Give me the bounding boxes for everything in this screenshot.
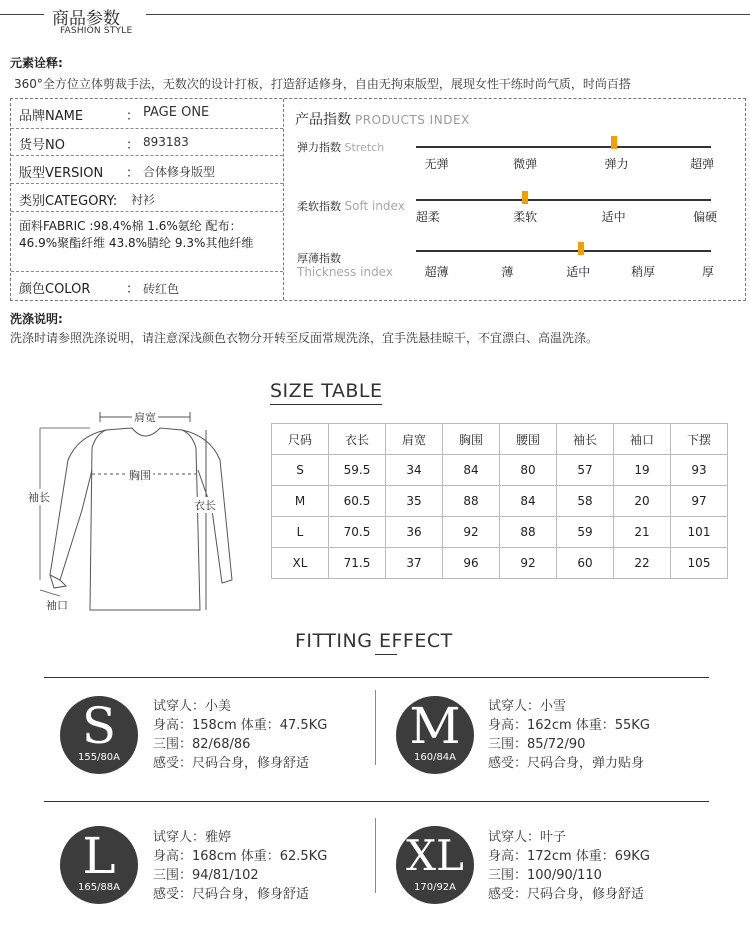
attr-row-category — [11, 184, 283, 212]
thickness-label-en: Thickness index — [297, 265, 393, 279]
attr-value: 衬衫 — [131, 193, 156, 207]
model-measure: 三围：100/90/110 — [488, 868, 602, 883]
model-feel: 感受：尺码合身，修身舒适 — [153, 756, 310, 771]
attr-row-version — [11, 156, 283, 184]
soft-label — [297, 198, 405, 214]
size-table-row — [272, 548, 728, 579]
index-title-en: PRODUCTS INDEX — [355, 113, 470, 127]
diagram-length-label: 衣长 — [194, 499, 216, 512]
soft-level-0: 超柔 — [415, 210, 440, 224]
size-badge-spec: 170/92A — [413, 882, 457, 893]
stretch-level-2: 弹力 — [604, 157, 629, 171]
fitting-title: FITTING EFFECT — [295, 630, 453, 652]
washing-text: 洗涤时请参照洗涤说明，请注意深浅颜色衣物分开转至反面常规洗涤，宜手洗悬挂晾干，不宜漂白、高温洗涤。 — [10, 331, 599, 345]
fitting-rule-top — [44, 677, 709, 678]
thickness-label-cn: 厚薄指数 — [297, 252, 341, 265]
elements-text: 360°全方位立体剪裁手法，无数次的设计打板，打造舒适修身，自由无拘束版型，展现女性干练时尚气质，时尚百搭 — [14, 77, 631, 91]
attr-key: 货号NO — [19, 138, 65, 153]
model-name: 试穿人：小美 — [153, 699, 232, 714]
attr-key: 版型VERSION — [19, 166, 104, 181]
attr-key: 品牌NAME — [19, 109, 84, 124]
diagram-shoulder-label: 肩宽 — [134, 411, 156, 424]
size-table-cell: 97 — [671, 486, 728, 517]
size-table-header-cell: 下摆 — [671, 424, 728, 455]
attr-row-color — [11, 272, 283, 300]
size-table-cell: 88 — [500, 517, 557, 548]
stretch-level-3: 超弹 — [690, 157, 715, 171]
stretch-marker — [611, 136, 617, 149]
fabric-text: 面料FABRIC :98.4%棉 1.6%氨纶 配布：46.9%聚酯纤维 43.8%腈纶 9.3%其他纤维 — [19, 219, 254, 250]
diagram-chest-label: 胸围 — [129, 469, 151, 482]
thickness-marker — [578, 242, 584, 255]
attr-key: 类别CATEGORY: — [19, 194, 118, 209]
model-body: 身高：162cm 体重：55KG — [488, 718, 650, 733]
size-table-cell: M — [272, 486, 329, 517]
model-info — [488, 828, 650, 904]
size-table-cell: 19 — [614, 455, 671, 486]
attr-colon: ： — [126, 138, 140, 153]
left-sleeve — [50, 430, 106, 580]
size-table-cell: L — [272, 517, 329, 548]
index-title — [295, 109, 470, 129]
soft-level-3: 偏硬 — [693, 210, 718, 224]
size-table-cell: 84 — [443, 455, 500, 486]
thickness-scale — [416, 250, 711, 252]
thickness-level-0: 超薄 — [424, 265, 449, 279]
size-badge-l — [60, 826, 138, 904]
size-table-title: SIZE TABLE — [270, 380, 383, 402]
model-info — [153, 697, 327, 773]
size-table-cell: 93 — [671, 455, 728, 486]
size-table-cell: 59 — [557, 517, 614, 548]
header-rule-left — [0, 14, 44, 15]
model-measure: 三围：82/68/86 — [153, 737, 251, 752]
model-info — [488, 697, 650, 773]
soft-label-cn: 柔软指数 — [297, 200, 341, 213]
model-feel: 感受：尺码合身，修身舒适 — [488, 887, 645, 902]
attributes-divider — [283, 99, 284, 300]
soft-marker — [522, 191, 528, 204]
size-table-cell: 59.5 — [329, 455, 386, 486]
size-table-row — [272, 517, 728, 548]
attributes-box — [10, 98, 746, 301]
fitting-title-accent — [375, 654, 397, 655]
page-subtitle: FASHION STYLE — [60, 26, 133, 36]
fitting-divider-top — [375, 690, 376, 765]
fitting-divider-bottom — [375, 818, 376, 893]
thickness-level-1: 薄 — [501, 265, 514, 279]
stretch-level-1: 微弹 — [513, 157, 538, 171]
size-table-cell: 22 — [614, 548, 671, 579]
fitting-rule-middle — [44, 801, 709, 802]
stretch-label — [297, 139, 384, 155]
elements-label: 元素诠释: — [10, 56, 63, 70]
model-name: 试穿人：雅婷 — [153, 830, 232, 845]
attr-colon: ： — [126, 166, 140, 181]
size-table-cell: 36 — [386, 517, 443, 548]
size-table-header-cell: 胸围 — [443, 424, 500, 455]
size-table-cell: 37 — [386, 548, 443, 579]
size-table-cell: 88 — [443, 486, 500, 517]
stretch-scale — [416, 146, 711, 148]
diagram-sleeve-label: 袖长 — [28, 491, 50, 504]
size-badge-spec: 160/84A — [413, 752, 457, 763]
size-table-row — [272, 455, 728, 486]
model-info — [153, 828, 327, 904]
model-name: 试穿人：叶子 — [488, 830, 567, 845]
size-badge-xl — [396, 826, 474, 904]
soft-label-en: Soft index — [344, 199, 405, 213]
size-table-header-cell: 袖口 — [614, 424, 671, 455]
size-table-cell: 70.5 — [329, 517, 386, 548]
attr-row-sku — [11, 129, 283, 156]
size-table-cell: 34 — [386, 455, 443, 486]
size-table-cell: 20 — [614, 486, 671, 517]
size-table-cell: 84 — [500, 486, 557, 517]
size-table-cell: 105 — [671, 548, 728, 579]
size-table — [271, 423, 728, 579]
size-table-cell: 35 — [386, 486, 443, 517]
size-table-cell: 92 — [443, 517, 500, 548]
garment-outline — [90, 428, 200, 610]
thickness-level-3: 稍厚 — [631, 265, 656, 279]
size-table-cell: S — [272, 455, 329, 486]
attr-row-brand — [11, 99, 283, 129]
model-feel: 感受：尺码合身，弹力贴身 — [488, 756, 645, 771]
model-measure: 三围：94/81/102 — [153, 868, 259, 883]
thickness-level-4: 厚 — [702, 265, 715, 279]
size-table-cell: 21 — [614, 517, 671, 548]
size-table-cell: XL — [272, 548, 329, 579]
size-table-header-cell: 肩宽 — [386, 424, 443, 455]
attr-value: 合体修身版型 — [143, 165, 216, 179]
header-rule-right — [146, 14, 750, 15]
size-badge-letter: M — [409, 697, 461, 755]
model-body: 身高：172cm 体重：69KG — [488, 849, 650, 864]
model-body: 身高：168cm 体重：62.5KG — [153, 849, 328, 864]
size-table-row — [272, 486, 728, 517]
size-badge-letter: S — [81, 697, 117, 755]
attr-colon: ： — [126, 282, 140, 297]
size-badge-letter: L — [82, 827, 116, 885]
size-table-cell: 60 — [557, 548, 614, 579]
model-measure: 三围：85/72/90 — [488, 737, 586, 752]
page-title: 商品参数 — [52, 9, 120, 29]
size-badge-spec: 165/88A — [77, 882, 121, 893]
model-body: 身高：158cm 体重：47.5KG — [153, 718, 328, 733]
size-table-cell: 60.5 — [329, 486, 386, 517]
stretch-label-cn: 弹力指数 — [297, 141, 341, 154]
size-table-cell: 58 — [557, 486, 614, 517]
size-badge-spec: 155/80A — [77, 752, 121, 763]
size-table-header-cell: 尺码 — [272, 424, 329, 455]
soft-level-1: 柔软 — [513, 210, 538, 224]
stretch-level-0: 无弹 — [424, 157, 449, 171]
model-name: 试穿人：小雪 — [488, 699, 567, 714]
attr-value: 砖红色 — [143, 282, 180, 296]
size-badge-m — [396, 696, 474, 774]
soft-scale — [416, 199, 711, 201]
size-table-cell: 96 — [443, 548, 500, 579]
cuff-measure-line — [40, 590, 60, 596]
size-table-cell: 92 — [500, 548, 557, 579]
attr-key: 颜色COLOR — [19, 282, 91, 297]
attr-row-fabric — [11, 212, 283, 272]
soft-level-2: 适中 — [601, 210, 626, 224]
washing-label: 洗涤说明: — [10, 312, 63, 326]
diagram-cuff-label: 袖口 — [46, 599, 68, 612]
size-table-header-cell: 腰围 — [500, 424, 557, 455]
size-table-title-underline — [270, 404, 382, 405]
size-badge-letter: XL — [406, 831, 464, 880]
attr-colon: ： — [126, 109, 140, 124]
attr-value: PAGE ONE — [143, 105, 210, 120]
size-table-cell: 80 — [500, 455, 557, 486]
size-table-header-cell: 衣长 — [329, 424, 386, 455]
size-table-cell: 71.5 — [329, 548, 386, 579]
stretch-label-en: Stretch — [344, 141, 385, 154]
thickness-level-2: 适中 — [566, 265, 591, 279]
size-table-cell: 101 — [671, 517, 728, 548]
model-feel: 感受：尺码合身，修身舒适 — [153, 887, 310, 902]
index-title-cn: 产品指数 — [295, 112, 351, 128]
size-table-cell: 57 — [557, 455, 614, 486]
size-table-header-row — [272, 424, 728, 455]
attr-value: 893183 — [143, 135, 189, 149]
size-badge-s — [60, 696, 138, 774]
size-table-header-cell: 袖长 — [557, 424, 614, 455]
